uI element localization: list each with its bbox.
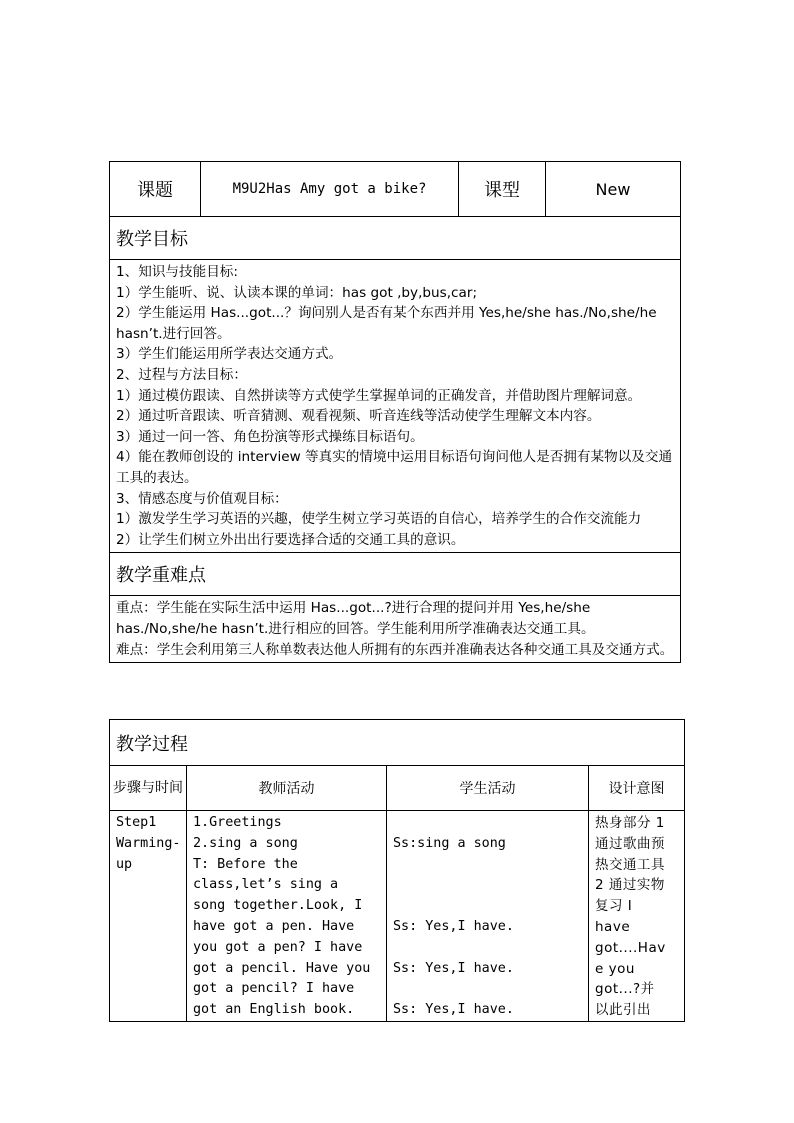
student-line (393, 896, 584, 917)
lesson-plan-table (109, 161, 681, 663)
design-line: 复习 I (595, 898, 633, 915)
teacher-line: have got a pen. Have (193, 918, 355, 934)
topic-value: M9U2Has Amy got a bike? (201, 162, 459, 217)
teacher-line: class,let’s sing a (193, 877, 339, 893)
objective-line: 1）通过模仿跟读、自然拼读等方式使学生掌握单词的正确发音，并借助图片理解词意。 (116, 387, 642, 404)
teacher-line: 1.Greetings (193, 815, 282, 830)
objective-line: 2）通过听音跟读、听音猜测、观看视频、听音连线等活动使学生理解文本内容。 (116, 408, 601, 425)
student-line: Ss: Yes,I have. (393, 1002, 514, 1018)
key-points-title: 教学重难点 (110, 553, 681, 596)
type-value: New (546, 162, 681, 217)
student-line (393, 875, 584, 896)
design-line: have (595, 918, 631, 935)
objective-line: 1）学生能听、说、认读本课的单词：has got ,by,bus,car; (116, 284, 478, 301)
objective-line: 1、知识与技能目标: (116, 264, 238, 280)
objective-line: 2、过程与方法目标： (116, 366, 247, 383)
teacher-line: T: Before the (193, 856, 298, 872)
table-row (110, 811, 685, 1022)
process-table (109, 719, 685, 1022)
design-line: got...?并 (595, 981, 655, 998)
student-line (393, 813, 584, 834)
topic-label: 课题 (110, 162, 201, 217)
design-line: e you (595, 960, 635, 977)
student-line (393, 938, 584, 959)
teacher-line: got a pencil? I have (193, 981, 355, 997)
student-activity-cell (387, 811, 589, 1022)
student-line: Ss: Yes,I have. (393, 960, 514, 976)
process-header-row (110, 766, 685, 811)
objective-line: 3）通过一问一答、角色扮演等形式操练目标语句。 (116, 428, 424, 445)
teacher-line: got an English book. (193, 1002, 355, 1018)
student-line: Ss:sing a song (393, 835, 506, 851)
col-header-teacher: 教师活动 (187, 766, 387, 811)
design-line: 热交通工具 (595, 856, 665, 873)
col-header-step: 步骤与时间 (110, 766, 187, 811)
objective-line: 3）学生们能运用所学表达交通方式。 (116, 346, 343, 363)
col-header-design: 设计意图 (589, 766, 685, 811)
process-title: 教学过程 (110, 720, 685, 766)
objectives-title: 教学目标 (110, 217, 681, 260)
step-line: Warming- (116, 835, 181, 851)
type-label: 课型 (459, 162, 546, 217)
objective-line: 2）让学生们树立外出出行要选择合适的交通工具的意识。 (116, 531, 465, 548)
objective-line: 3、情感态度与价值观目标： (116, 490, 288, 507)
design-line: 热身部分 1 (595, 815, 665, 831)
design-line: 通过歌曲预 (595, 835, 665, 852)
design-intent-cell (589, 811, 685, 1022)
teacher-activity-cell (187, 811, 387, 1022)
header-row (110, 162, 681, 217)
objectives-body (110, 260, 681, 553)
design-line: 2 通过实物 (595, 877, 665, 894)
step-line: Step1 (116, 815, 157, 830)
step-line: up (116, 856, 133, 872)
teacher-line: song together.Look, I (193, 898, 363, 914)
teacher-line: 2.sing a song (193, 835, 298, 851)
student-line (393, 855, 584, 876)
design-line: 以此引出 (595, 1002, 651, 1019)
col-header-student: 学生活动 (387, 766, 589, 811)
step-cell (110, 811, 187, 1022)
difficult-point-line: 难点：学生会利用第三人称单数表达他人所拥有的东西并准确表达各种交通工具及交通方式。 (116, 641, 674, 658)
key-point-line: 重点：学生能在实际生活中运用 Has...got...?进行合理的提问并用 Yes,he/she has./No,she/he hasn’t.进行相应的回答。学生能利用所学准确表达交通工具。 (116, 600, 595, 637)
objective-line: 1）激发学生学习英语的兴趣，使学生树立学习英语的自信心，培养学生的合作交流能力 (116, 511, 642, 528)
design-line: got....Hav (595, 939, 666, 956)
teacher-line: got a pencil. Have you (193, 960, 371, 976)
key-points-body (110, 596, 681, 663)
student-line: Ss: Yes,I have. (393, 918, 514, 934)
objective-line: 4）能在教师创设的 interview 等真实的情境中运用目标语句询问他人是否拥有某物以及交通工具的表达。 (116, 449, 673, 486)
teacher-line: you got a pen? I have (193, 939, 363, 955)
objective-line: 2）学生能运用 Has...got...？询问别人是否有某个东西并用 Yes,he/she has./No,she/he hasn’t.进行回答。 (116, 305, 657, 342)
student-line (393, 979, 584, 1000)
